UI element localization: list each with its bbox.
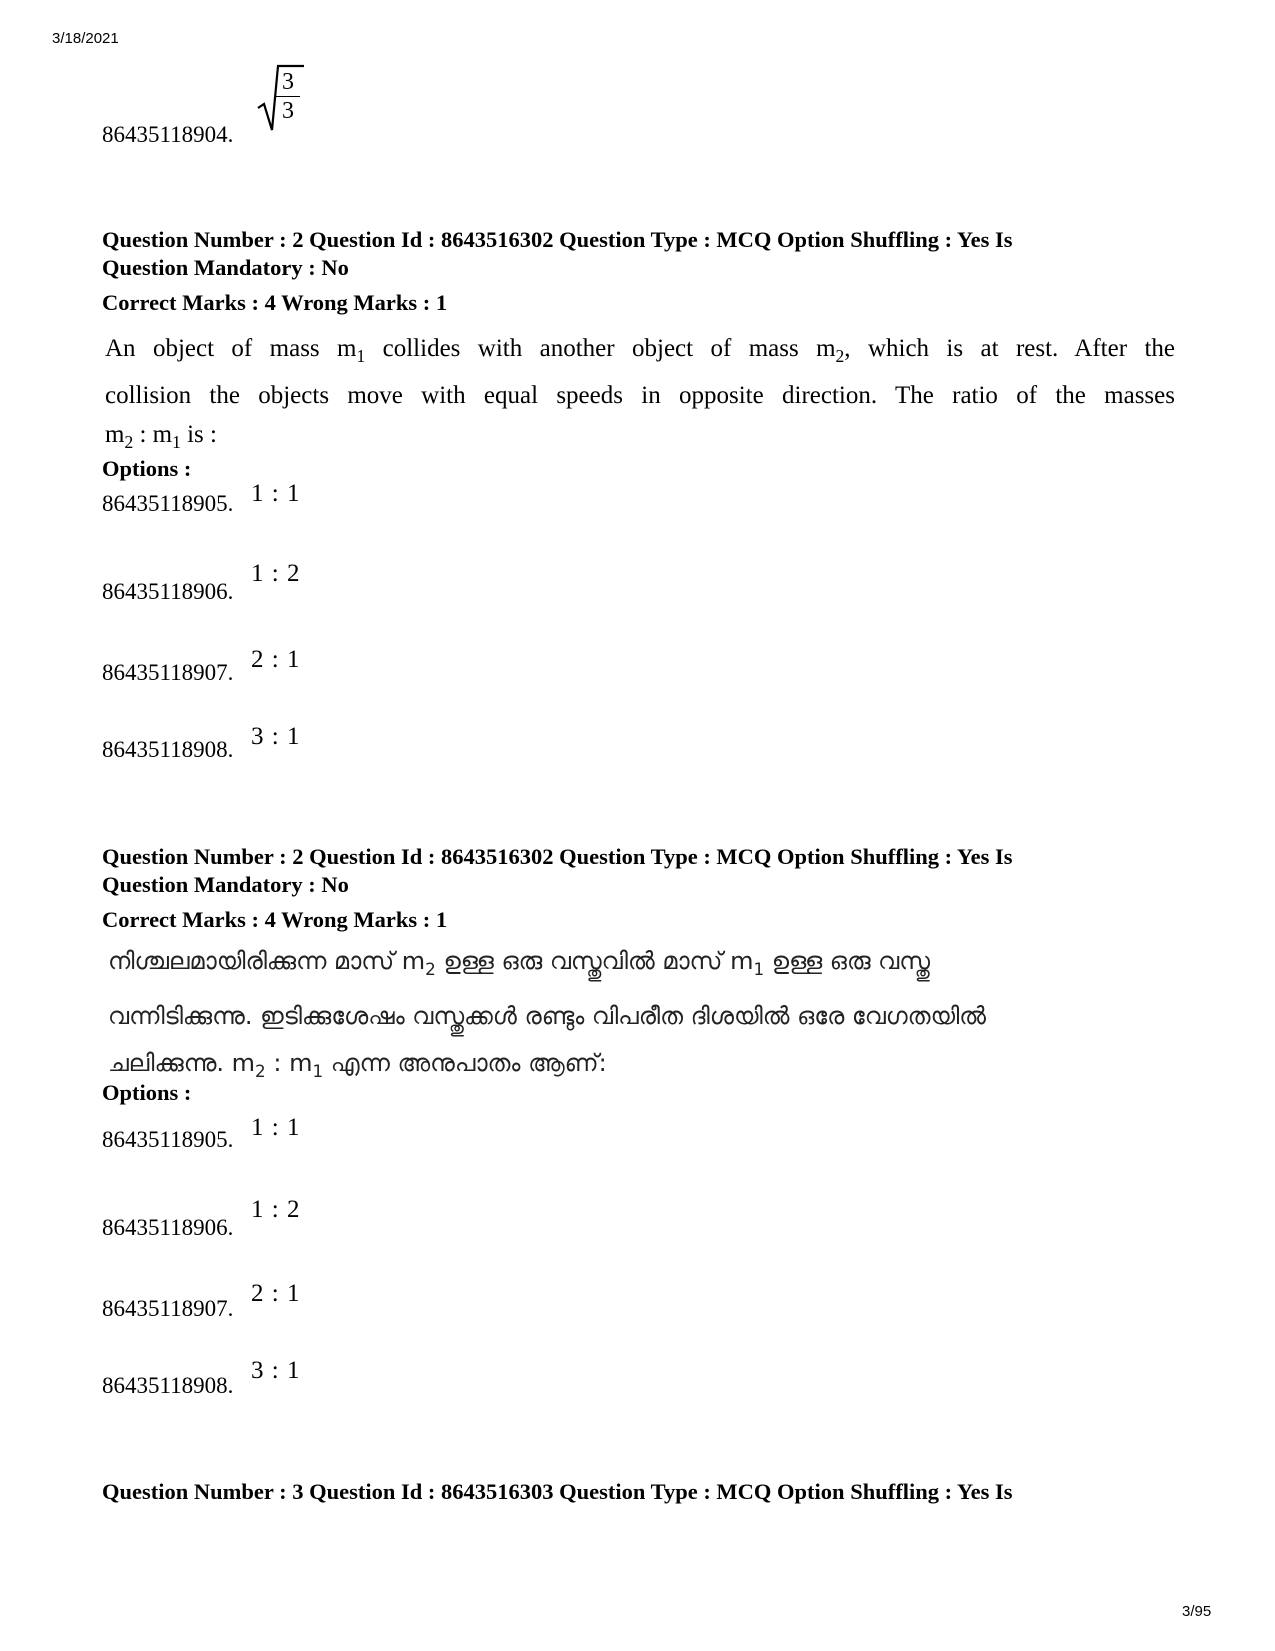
- question-text-line: collision the objects move with equal speeds in opposite direction. The ratio of the masses: [105, 382, 1175, 410]
- question-marks: Correct Marks : 4 Wrong Marks : 1: [102, 290, 448, 315]
- question-marks: Correct Marks : 4 Wrong Marks : 1: [102, 907, 448, 932]
- question-header: [102, 1478, 1162, 1506]
- question-text-line: $m_2$ : $m_1$ is :: [105, 421, 217, 453]
- question-text-line: ചലിക്കുന്നു. $m_2$ : $m_1$ എന്ന അനുപാതം ആണ്:: [108, 1048, 607, 1081]
- option-value: 2 : 1: [251, 646, 301, 673]
- options-label: Options :: [102, 456, 192, 481]
- option-id: 86435118907.: [102, 660, 234, 685]
- option-value: 3 : 1: [251, 723, 301, 750]
- fraction-numerator: 3: [282, 69, 294, 95]
- option-id: 86435118904.: [102, 122, 234, 147]
- option-value: 1 : 1: [251, 1114, 301, 1141]
- page-number: 3/95: [1182, 1603, 1212, 1620]
- question-text-line: An object of mass $m_1$ collides with another object of mass $m_2$, which is at rest. After the: [105, 335, 1175, 367]
- question-header-line: Question Number : 3 Question Id : 8643516303 Question Type : MCQ Option Shuffling : Yes Is: [102, 1479, 1013, 1504]
- question-text-line: വന്നിടിക്കുന്നു. ഇടിക്കുശേഷം വസ്തുക്കൾ രണ്ടും വിപരീത ദിശയിൽ ഒരേ വേഗതയിൽ: [108, 1001, 987, 1030]
- question-header-line: Question Number : 2 Question Id : 8643516302 Question Type : MCQ Option Shuffling : Yes Is: [102, 844, 1013, 869]
- question-text-malayalam: [108, 938, 1178, 1095]
- option-value: 1 : 1: [251, 480, 301, 507]
- option-id: 86435118907.: [102, 1296, 234, 1321]
- question-text: [105, 329, 1175, 462]
- option-id: 86435118908.: [102, 737, 234, 762]
- question-header: [102, 843, 1162, 899]
- option-id: 86435118905.: [102, 1127, 234, 1152]
- option-id: 86435118906.: [102, 579, 234, 604]
- option-id: 86435118905.: [102, 491, 234, 516]
- question-text-line: നിശ്ചലമായിരിക്കുന്ന മാസ് $m_2$ ഉള്ള ഒരു വസ്തുവിൽ മാസ് $m_1$ ഉള്ള ഒരു വസ്തു: [108, 947, 931, 979]
- options-label: Options :: [102, 1080, 192, 1105]
- option-value: 3 : 1: [251, 1357, 301, 1384]
- option-id: 86435118906.: [102, 1215, 234, 1240]
- option-value: 2 : 1: [251, 1280, 301, 1307]
- option-value: 1 : 2: [251, 1196, 301, 1223]
- fraction-denominator: 3: [276, 96, 300, 125]
- fraction-value: [276, 68, 300, 125]
- print-date: 3/18/2021: [52, 30, 119, 47]
- question-mandatory: Question Mandatory : No: [102, 255, 349, 280]
- option-value: 1 : 2: [251, 560, 301, 587]
- option-id: 86435118908.: [102, 1373, 234, 1398]
- question-header-line: Question Number : 2 Question Id : 8643516302 Question Type : MCQ Option Shuffling : Yes Is: [102, 227, 1013, 252]
- question-header: [102, 226, 1162, 282]
- question-mandatory: Question Mandatory : No: [102, 872, 349, 897]
